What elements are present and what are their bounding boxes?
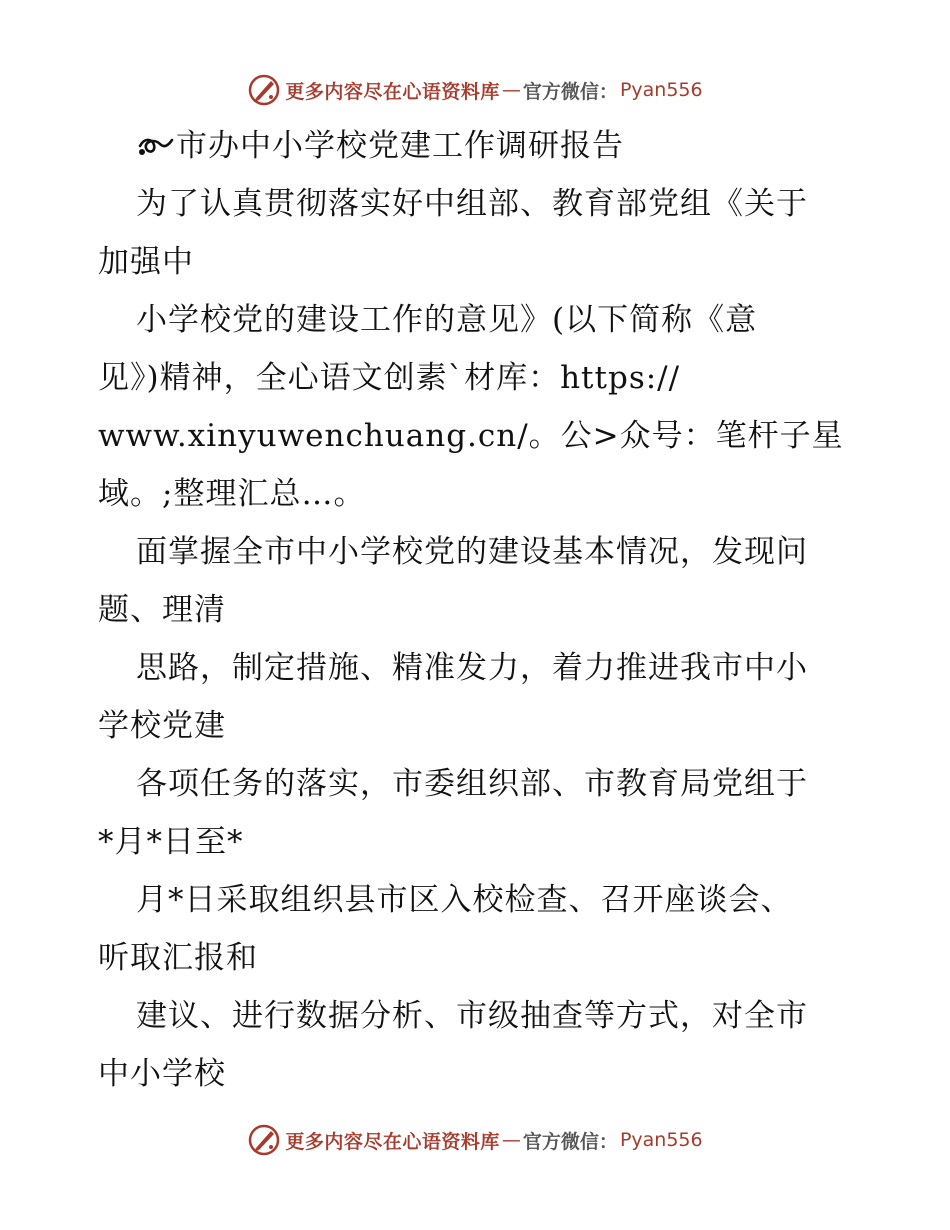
paragraph-line: 小学校党的建设工作的意见》(以下简称《意 — [136, 302, 758, 338]
quill-pen-icon — [247, 1123, 281, 1157]
banner-wechat-id: Pyan556 — [619, 1129, 703, 1151]
paragraph-line: 见》)精神，全心语文创素`材库：https:// — [98, 360, 681, 396]
banner-wechat-id: Pyan556 — [619, 79, 703, 101]
header-banner — [0, 70, 950, 110]
flourish-icon — [136, 130, 176, 160]
document-title-line — [98, 117, 858, 175]
paragraph-line: 思路，制定措施、精准发力，着力推进我市中小 — [136, 650, 808, 686]
paragraph-line: 面掌握全市中小学校党的建设基本情况，发现问 — [136, 534, 808, 570]
paragraph-line: 学校党建 — [98, 708, 226, 744]
paragraph-line: 建议、进行数据分析、市级抽查等方式，对全市 — [136, 998, 808, 1034]
banner-wechat-label: 官方微信： — [522, 1130, 618, 1153]
paragraph-line: 各项任务的落实，市委组织部、市教育局党组于 — [136, 766, 808, 802]
document-title: 市办中小学校党建工作调研报告 — [176, 128, 624, 164]
paragraph-line: 为了认真贯彻落实好中组部、教育部党组《关于 — [136, 186, 808, 222]
banner-wechat-label: 官方微信： — [522, 80, 618, 103]
quill-pen-icon — [247, 73, 281, 107]
paragraph-line: 加强中 — [98, 244, 194, 280]
paragraph-line: 月*日采取组织县市区入校检查、召开座谈会、 — [136, 882, 793, 918]
paragraph-line: 中小学校 — [98, 1056, 226, 1092]
paragraph-line: 题、理清 — [98, 592, 226, 628]
paragraph-line: *月*日至* — [98, 824, 244, 860]
paragraph-line: www.xinyuwenchuang.cn/。公>众号：笔杆子星 — [98, 418, 844, 454]
banner-main-text: 更多内容尽在心语资料库 — [285, 80, 500, 103]
banner-separator: — — [501, 79, 521, 101]
footer-banner — [0, 1120, 950, 1160]
paragraph-line: 听取汇报和 — [98, 940, 258, 976]
banner-main-text: 更多内容尽在心语资料库 — [285, 1130, 500, 1153]
banner-separator: — — [501, 1129, 521, 1151]
paragraph-line: 域。;整理汇总…。 — [98, 476, 366, 512]
document-body — [98, 117, 858, 1103]
